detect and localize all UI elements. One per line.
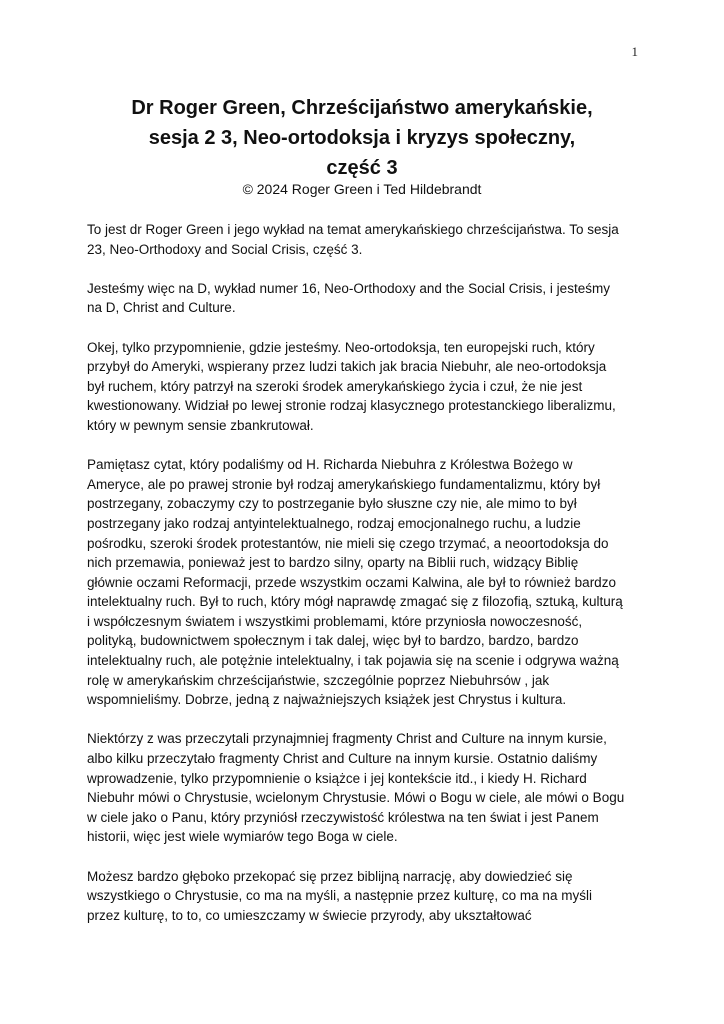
paragraph: Okej, tylko przypomnienie, gdzie jesteśmy. Neo-ortodoksja, ten europejski ruch, który przybył do Ameryki, wspierany przez ludzi takich jak bracia Niebuhr, ale neo-ortodoksja był ruchem, który patrzył na szeroki środek amerykańskiego życia i czuł, że nie jest kwestionowany. Widział po lewej stronie rodzaj klasycznego protestanckiego liberalizmu, który w pewnym sensie zbankrutował. xyxy=(87,339,616,433)
paragraph: To jest dr Roger Green i jego wykład na temat amerykańskiego chrześcijaństwa. To sesja 23, Neo-Orthodoxy and Social Crisis, część 3. xyxy=(87,222,619,257)
paragraph: Pamiętasz cytat, który podaliśmy od H. Richarda Niebuhra z Królestwa Bożego w Ameryce, ale po prawej stronie był rodzaj amerykańskiego fundamentalizmu, który był postrzegany, zobaczymy czy to postrzeganie było słuszne czy nie, ale mimo to był postrzegany jako rodzaj antyintelektualnego, rodzaj emocjonalnego ruchu, a ludzie pośrodku, szeroki środek protestantów, nie mieli się czego trzymać, a neoortodoksja do nich przemawia, ponieważ jest to bardzo silny, oparty na Biblii ruch, widzący Biblię głównie oczami Reformacji, przede wszystkim oczami Kalwina, ale był to również bardzo intelektualny ruch. Był to ruch, który mógł naprawdę zmagać się z filozofią, sztuką, kulturą i współczesnym światem i wszystkimi problemami, które przyniosła nowoczesność, polityką, budownictwem społecznym i tak dalej, więc był to bardzo, bardzo, bardzo intelektualny ruch, ale potężnie intelektualny, i tak pojawia się na scenie i odgrywa ważną rolę w amerykańskim chrześcijaństwie, szczególnie poprzez Niebuhrsów , jak wspomnieliśmy. Dobrze, jedną z najważniejszych książek jest Chrystus i kultura. xyxy=(87,457,623,708)
copyright-notice: © 2024 Roger Green i Ted Hildebrandt xyxy=(242,181,482,197)
title-line: sesja 2 3, Neo-ortodoksja i kryzys społeczny, xyxy=(148,127,576,149)
page-number: 1 xyxy=(631,44,638,59)
document-body xyxy=(87,220,627,945)
paragraph: Możesz bardzo głęboko przekopać się przez biblijną narrację, aby dowiedzieć się wszystkiego o Chrystusie, co ma na myśli, a następnie przez kulturę, co ma na myśli przez kulturę, to to, co umieszczamy w świecie przyrody, aby ukształtować xyxy=(87,868,592,923)
title-line: Dr Roger Green, Chrześcijaństwo amerykańskie, xyxy=(131,97,593,119)
paragraph: Jesteśmy więc na D, wykład numer 16, Neo-Orthodoxy and the Social Crisis, i jesteśmy na D, Christ and Culture. xyxy=(87,280,610,316)
title-line: część 3 xyxy=(326,157,398,179)
paragraph: Niektórzy z was przeczytali przynajmniej fragmenty Christ and Culture na innym kursie, albo kilku przeczytało fragmenty Christ and Culture na innym kursie. Ostatnio daliśmy wprowadzenie, tylko przypomnienie o książce i jej kontekście itd., i kiedy H. Richard Niebuhr mówi o Chrystusie, wcielonym Chrystusie. Mówi o Bogu w ciele, ale mówi o Bogu w ciele jako o Panu, który przyniósł rzeczywistość królestwa na ten świat i jest Panem historii, więc jest wiele wymiarów tego Boga w ciele. xyxy=(87,731,625,845)
document-title xyxy=(86,93,638,183)
